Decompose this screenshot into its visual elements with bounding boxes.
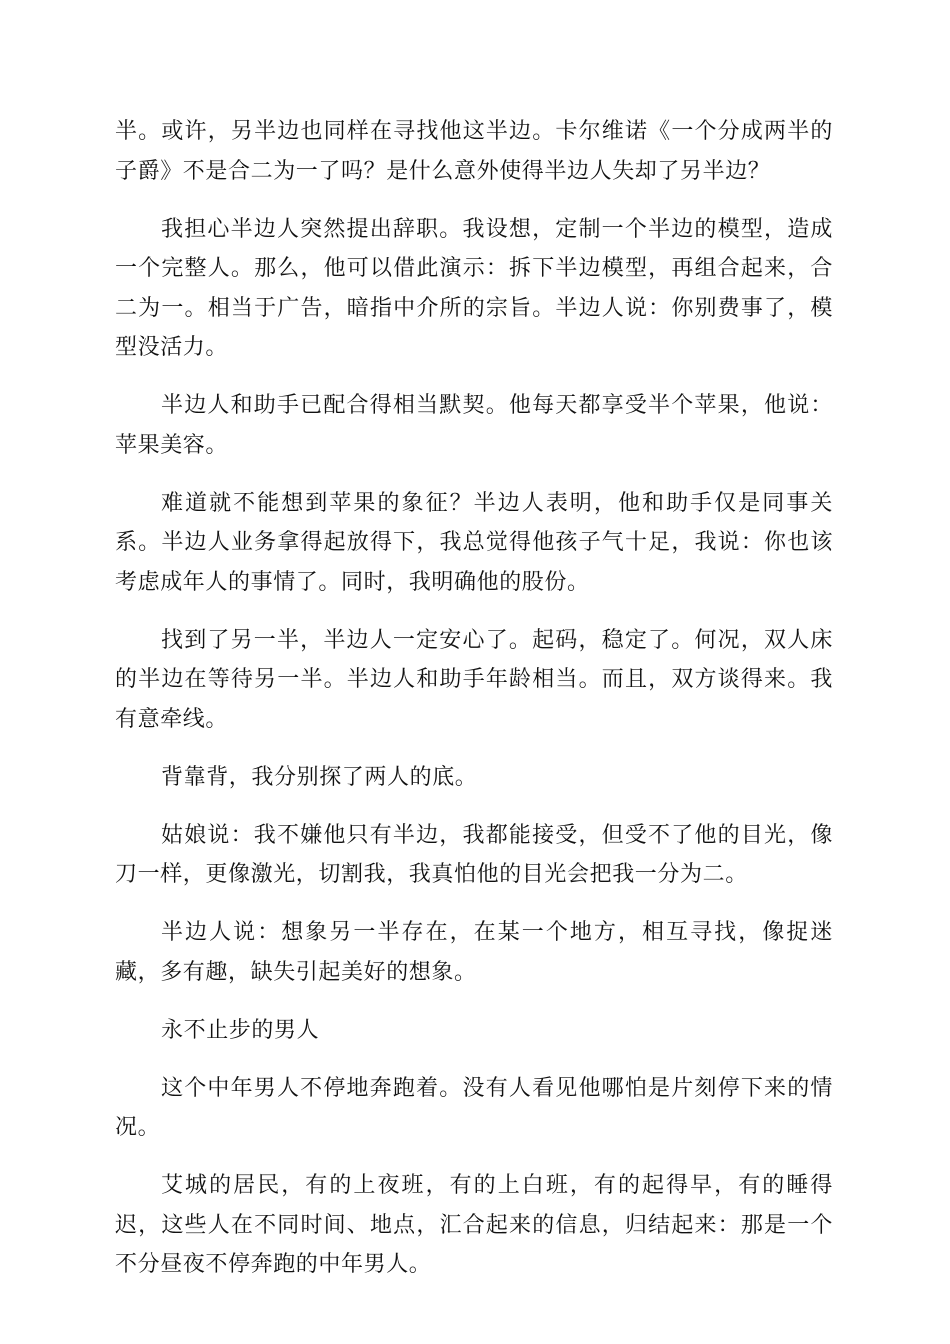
section-title: 永不止步的男人 [161,1017,320,1043]
paragraph: 我担心半边人突然提出辞职。我设想，定制一个半边的模型，造成一个完整人。那么，他可以借此演示：拆下半边模型，再组合起来，合二为一。相当于广告，暗指中介所的宗旨。半边人说：你别费事了，模型没活力。 [115,216,833,360]
paragraph: 姑娘说：我不嫌他只有半边，我都能接受，但受不了他的目光，像刀一样，更像激光，切割我，我真怕他的目光会把我一分为二。 [115,822,833,887]
paragraph: 找到了另一半，半边人一定安心了。起码，稳定了。何况，双人床的半边在等待另一半。半边人和助手年龄相当。而且，双方谈得来。我有意牵线。 [115,627,833,732]
paragraph-continuation: 半。或许，另半边也同样在寻找他这半边。卡尔维诺《一个分成两半的子爵》不是合二为一了吗？是什么意外使得半边人失却了另半边？ [115,119,833,184]
paragraph: 难道就不能想到苹果的象征？半边人表明，他和助手仅是同事关系。半边人业务拿得起放得下，我总觉得他孩子气十足，我说：你也该考虑成年人的事情了。同时，我明确他的股份。 [115,490,833,595]
paragraph: 半边人和助手已配合得相当默契。他每天都享受半个苹果，他说：苹果美容。 [115,393,833,458]
paragraph: 这个中年男人不停地奔跑着。没有人看见他哪怕是片刻停下来的情况。 [115,1075,833,1140]
paragraph: 背靠背，我分别探了两人的底。 [161,764,478,790]
paragraph: 艾城的居民，有的上夜班，有的上白班，有的起得早，有的睡得迟，这些人在不同时间、地点，汇合起来的信息，归结起来：那是一个不分昼夜不停奔跑的中年男人。 [115,1173,833,1277]
document-page [115,112,833,1303]
paragraph: 半边人说：想象另一半存在，在某一个地方，相互寻找，像捉迷藏，多有趣，缺失引起美好的想象。 [115,920,833,985]
